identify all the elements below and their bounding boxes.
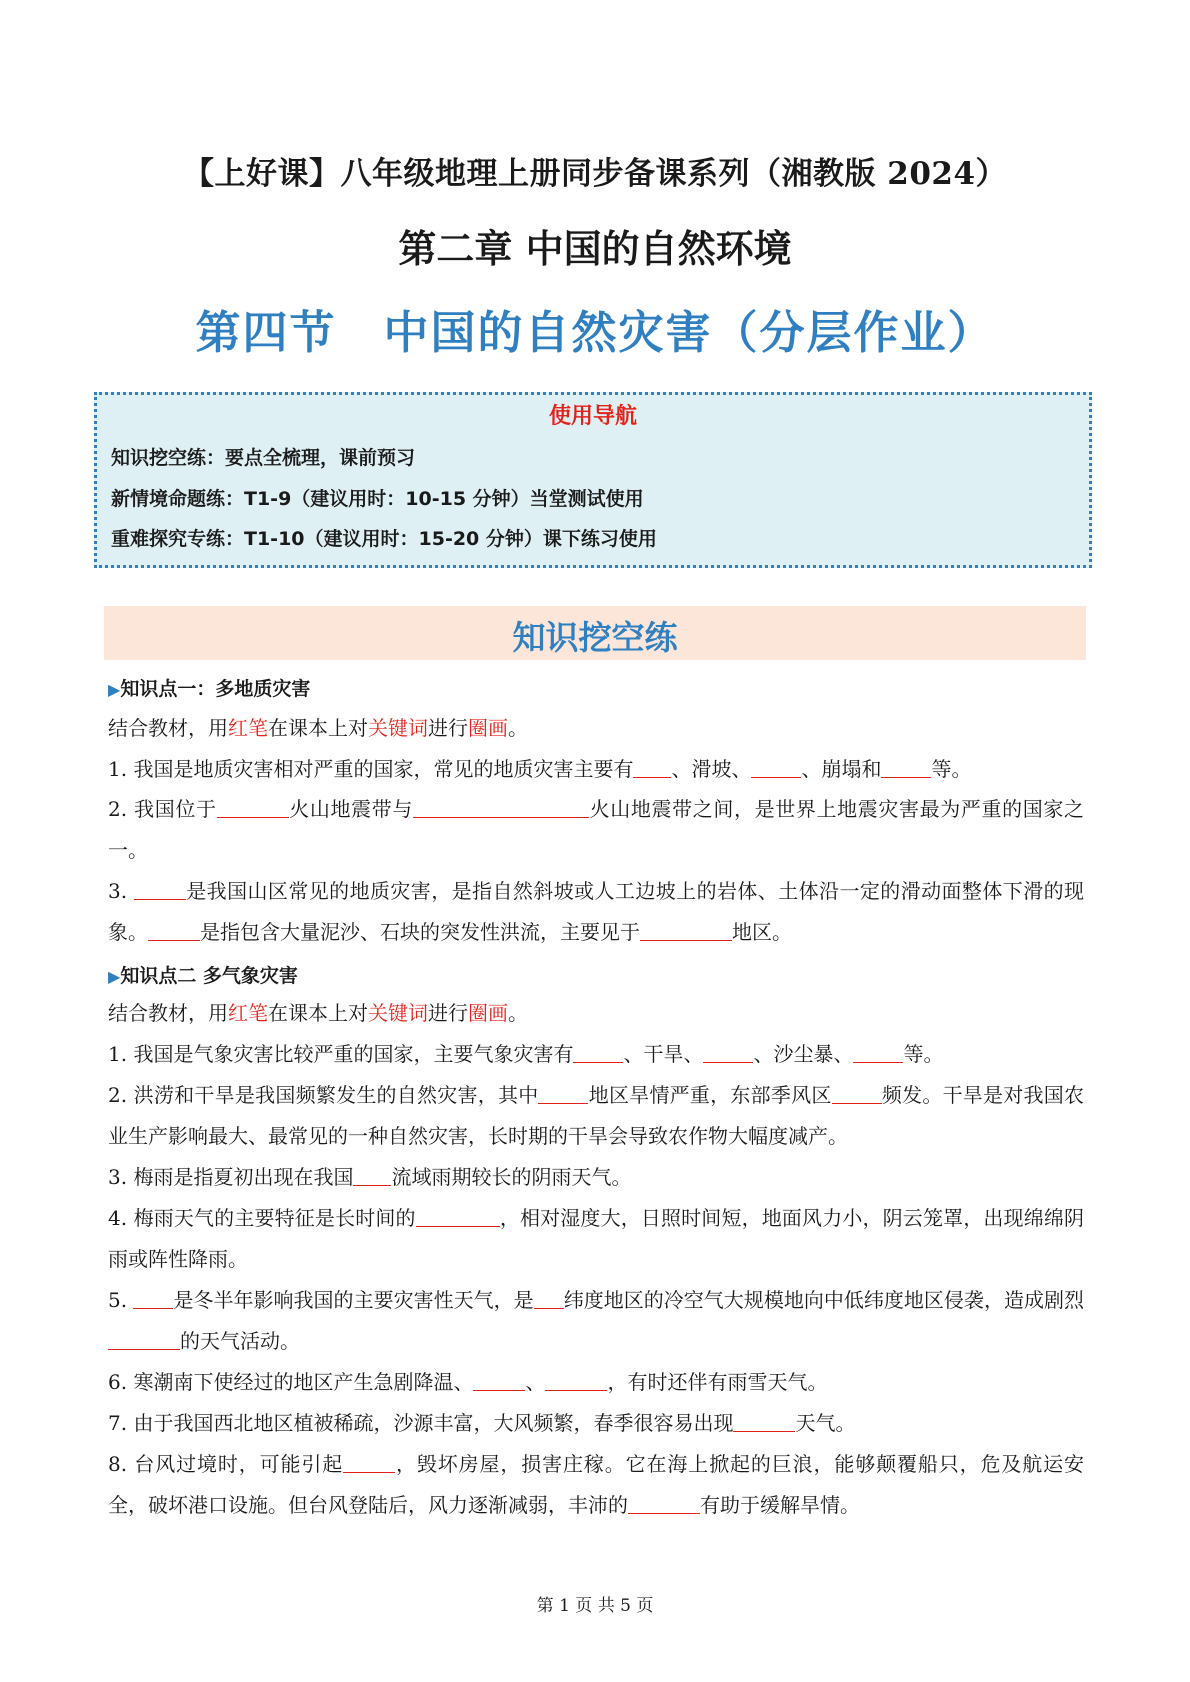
text: 在课本上对	[268, 716, 368, 740]
text: 。	[508, 1001, 528, 1025]
question	[108, 1280, 1084, 1362]
red-text: 红笔	[228, 716, 268, 740]
fill-blank[interactable]	[353, 1165, 391, 1186]
knowledge-point-heading	[108, 961, 298, 988]
text: 等。	[931, 757, 972, 781]
nav-line: 新情境命题练：T1-9（建议用时：10-15 分钟）当堂测试使用	[111, 488, 644, 510]
fill-blank[interactable]	[633, 757, 671, 778]
fill-blank[interactable]	[733, 1411, 795, 1432]
text: 火山地震带与	[288, 797, 413, 821]
fill-blank[interactable]	[134, 879, 186, 900]
instruction-line	[108, 708, 1084, 749]
text: 。	[508, 716, 528, 740]
question	[108, 871, 1084, 953]
nav-heading: 使用导航	[548, 404, 637, 429]
knowledge-point-heading	[108, 674, 310, 701]
fill-blank[interactable]	[416, 1206, 500, 1227]
red-text: 圈画	[468, 1001, 508, 1025]
red-text: 关键词	[368, 716, 428, 740]
section-title: 第四节 中国的自然灾害（分层作业）	[195, 306, 995, 359]
text: 、滑坡、	[671, 757, 752, 781]
fill-blank[interactable]	[703, 1042, 753, 1063]
fill-blank[interactable]	[473, 1370, 525, 1391]
text: 火山地震带之间，是世界上地震灾害最为严重的国家之一。	[108, 797, 1084, 862]
fill-blank[interactable]	[133, 1288, 173, 1309]
text: 地区。	[732, 920, 792, 944]
fill-blank[interactable]	[217, 797, 289, 818]
fill-blank[interactable]	[343, 1452, 395, 1473]
fill-blank[interactable]	[853, 1042, 903, 1063]
text: 是我国山区常见的地质灾害，是指自然斜坡或人工边坡上的岩体、土体沿一定的滑动面整体下滑的现象。	[108, 879, 1084, 944]
fill-blank[interactable]	[545, 1370, 607, 1391]
text: 进行	[428, 716, 468, 740]
text: 4. 梅雨天气的主要特征是长时间的	[108, 1206, 416, 1230]
fill-blank[interactable]	[751, 757, 801, 778]
text: 天气。	[795, 1411, 856, 1435]
question	[108, 1075, 1084, 1157]
text: 、崩塌和	[801, 757, 882, 781]
instruction-line	[108, 993, 1084, 1034]
question	[108, 1403, 1084, 1444]
red-text: 红笔	[228, 1001, 268, 1025]
text: 是冬半年影响我国的主要灾害性天气，是	[173, 1288, 534, 1312]
question	[108, 789, 1084, 871]
question	[108, 1157, 1084, 1198]
text: 是指包含大量泥沙、石块的突发性洪流，主要见于	[200, 920, 640, 944]
question	[108, 1034, 1084, 1075]
text: 频发。干旱是对我国农业生产影响最大、最常见的一种自然灾害，长时期的干旱会导致农作物大幅度减产。	[108, 1083, 1085, 1148]
text: ，毁坏房屋，损害庄稼。它在海上掀起的巨浪，能够颠覆船只，危及航运安全，破坏港口设施。但台风登陆后，风力逐渐减弱，丰沛的	[108, 1452, 1084, 1517]
nav-line: 知识挖空练：要点全梳理，课前预习	[111, 447, 416, 469]
knowledge-point-title: 知识点二 多气象灾害	[120, 965, 298, 987]
text: ，相对湿度大，日照时间短，地面风力小，阴云笼罩，出现绵绵阴雨或阵性降雨。	[108, 1206, 1084, 1271]
text: 6. 寒潮南下使经过的地区产生急剧降温、	[108, 1370, 474, 1394]
question	[108, 749, 1084, 790]
text: 2. 洪涝和干旱是我国频繁发生的自然灾害，其中	[108, 1083, 539, 1107]
chapter-title: 第二章 中国的自然环境	[398, 227, 792, 271]
text: 3. 梅雨是指夏初出现在我国	[108, 1165, 354, 1189]
text: 、干旱、	[623, 1042, 704, 1066]
text: 在课本上对	[268, 1001, 368, 1025]
text: 有助于缓解旱情。	[700, 1493, 860, 1517]
fill-blank[interactable]	[538, 1083, 588, 1104]
red-text: 圈画	[468, 716, 508, 740]
fill-blank[interactable]	[573, 1042, 623, 1063]
fill-blank[interactable]	[640, 920, 732, 941]
usage-navigation-box	[94, 392, 1092, 568]
fill-blank[interactable]	[413, 797, 589, 818]
text: 3.	[108, 879, 134, 903]
text: 2. 我国位于	[108, 797, 217, 821]
knowledge-point-title: 知识点一：多地质灾害	[120, 678, 311, 700]
page-footer: 第 1 页 共 5 页	[536, 1596, 654, 1616]
question	[108, 1198, 1084, 1280]
triangle-marker-icon: ▶	[108, 967, 121, 986]
fill-blank[interactable]	[881, 757, 931, 778]
text: 进行	[428, 1001, 468, 1025]
fill-blank[interactable]	[832, 1083, 882, 1104]
fill-blank[interactable]	[534, 1288, 564, 1309]
text: 等。	[903, 1042, 944, 1066]
text: 的天气活动。	[180, 1329, 300, 1353]
text: 1. 我国是地质灾害相对严重的国家，常见的地质灾害主要有	[108, 757, 634, 781]
text: 、	[525, 1370, 546, 1394]
triangle-marker-icon: ▶	[108, 680, 121, 699]
banner-title: 知识挖空练	[512, 618, 678, 657]
text: 1. 我国是气象灾害比较严重的国家，主要气象灾害有	[108, 1042, 574, 1066]
fill-blank[interactable]	[628, 1493, 700, 1514]
text: 纬度地区的冷空气大规模地向中低纬度地区侵袭，造成剧烈	[563, 1288, 1084, 1312]
text: 5.	[108, 1288, 134, 1312]
text: 地区旱情严重，东部季风区	[588, 1083, 832, 1107]
question	[108, 1362, 1084, 1403]
series-title: 【上好课】八年级地理上册同步备课系列（湘教版 2024）	[182, 156, 1008, 192]
question	[108, 1444, 1084, 1526]
red-text: 关键词	[368, 1001, 428, 1025]
text: 、沙尘暴、	[753, 1042, 854, 1066]
nav-line: 重难探究专练：T1-10（建议用时：15-20 分钟）课下练习使用	[111, 528, 657, 550]
text: 流域雨期较长的阴雨天气。	[391, 1165, 632, 1189]
text: 结合教材，用	[108, 716, 228, 740]
text: 7. 由于我国西北地区植被稀疏，沙源丰富，大风频繁，春季很容易出现	[108, 1411, 734, 1435]
text: ，有时还伴有雨雪天气。	[607, 1370, 828, 1394]
text: 结合教材，用	[108, 1001, 228, 1025]
fill-blank[interactable]	[108, 1329, 180, 1350]
fill-blank[interactable]	[148, 920, 200, 941]
section-banner	[104, 606, 1086, 660]
text: 8. 台风过境时，可能引起	[108, 1452, 344, 1476]
